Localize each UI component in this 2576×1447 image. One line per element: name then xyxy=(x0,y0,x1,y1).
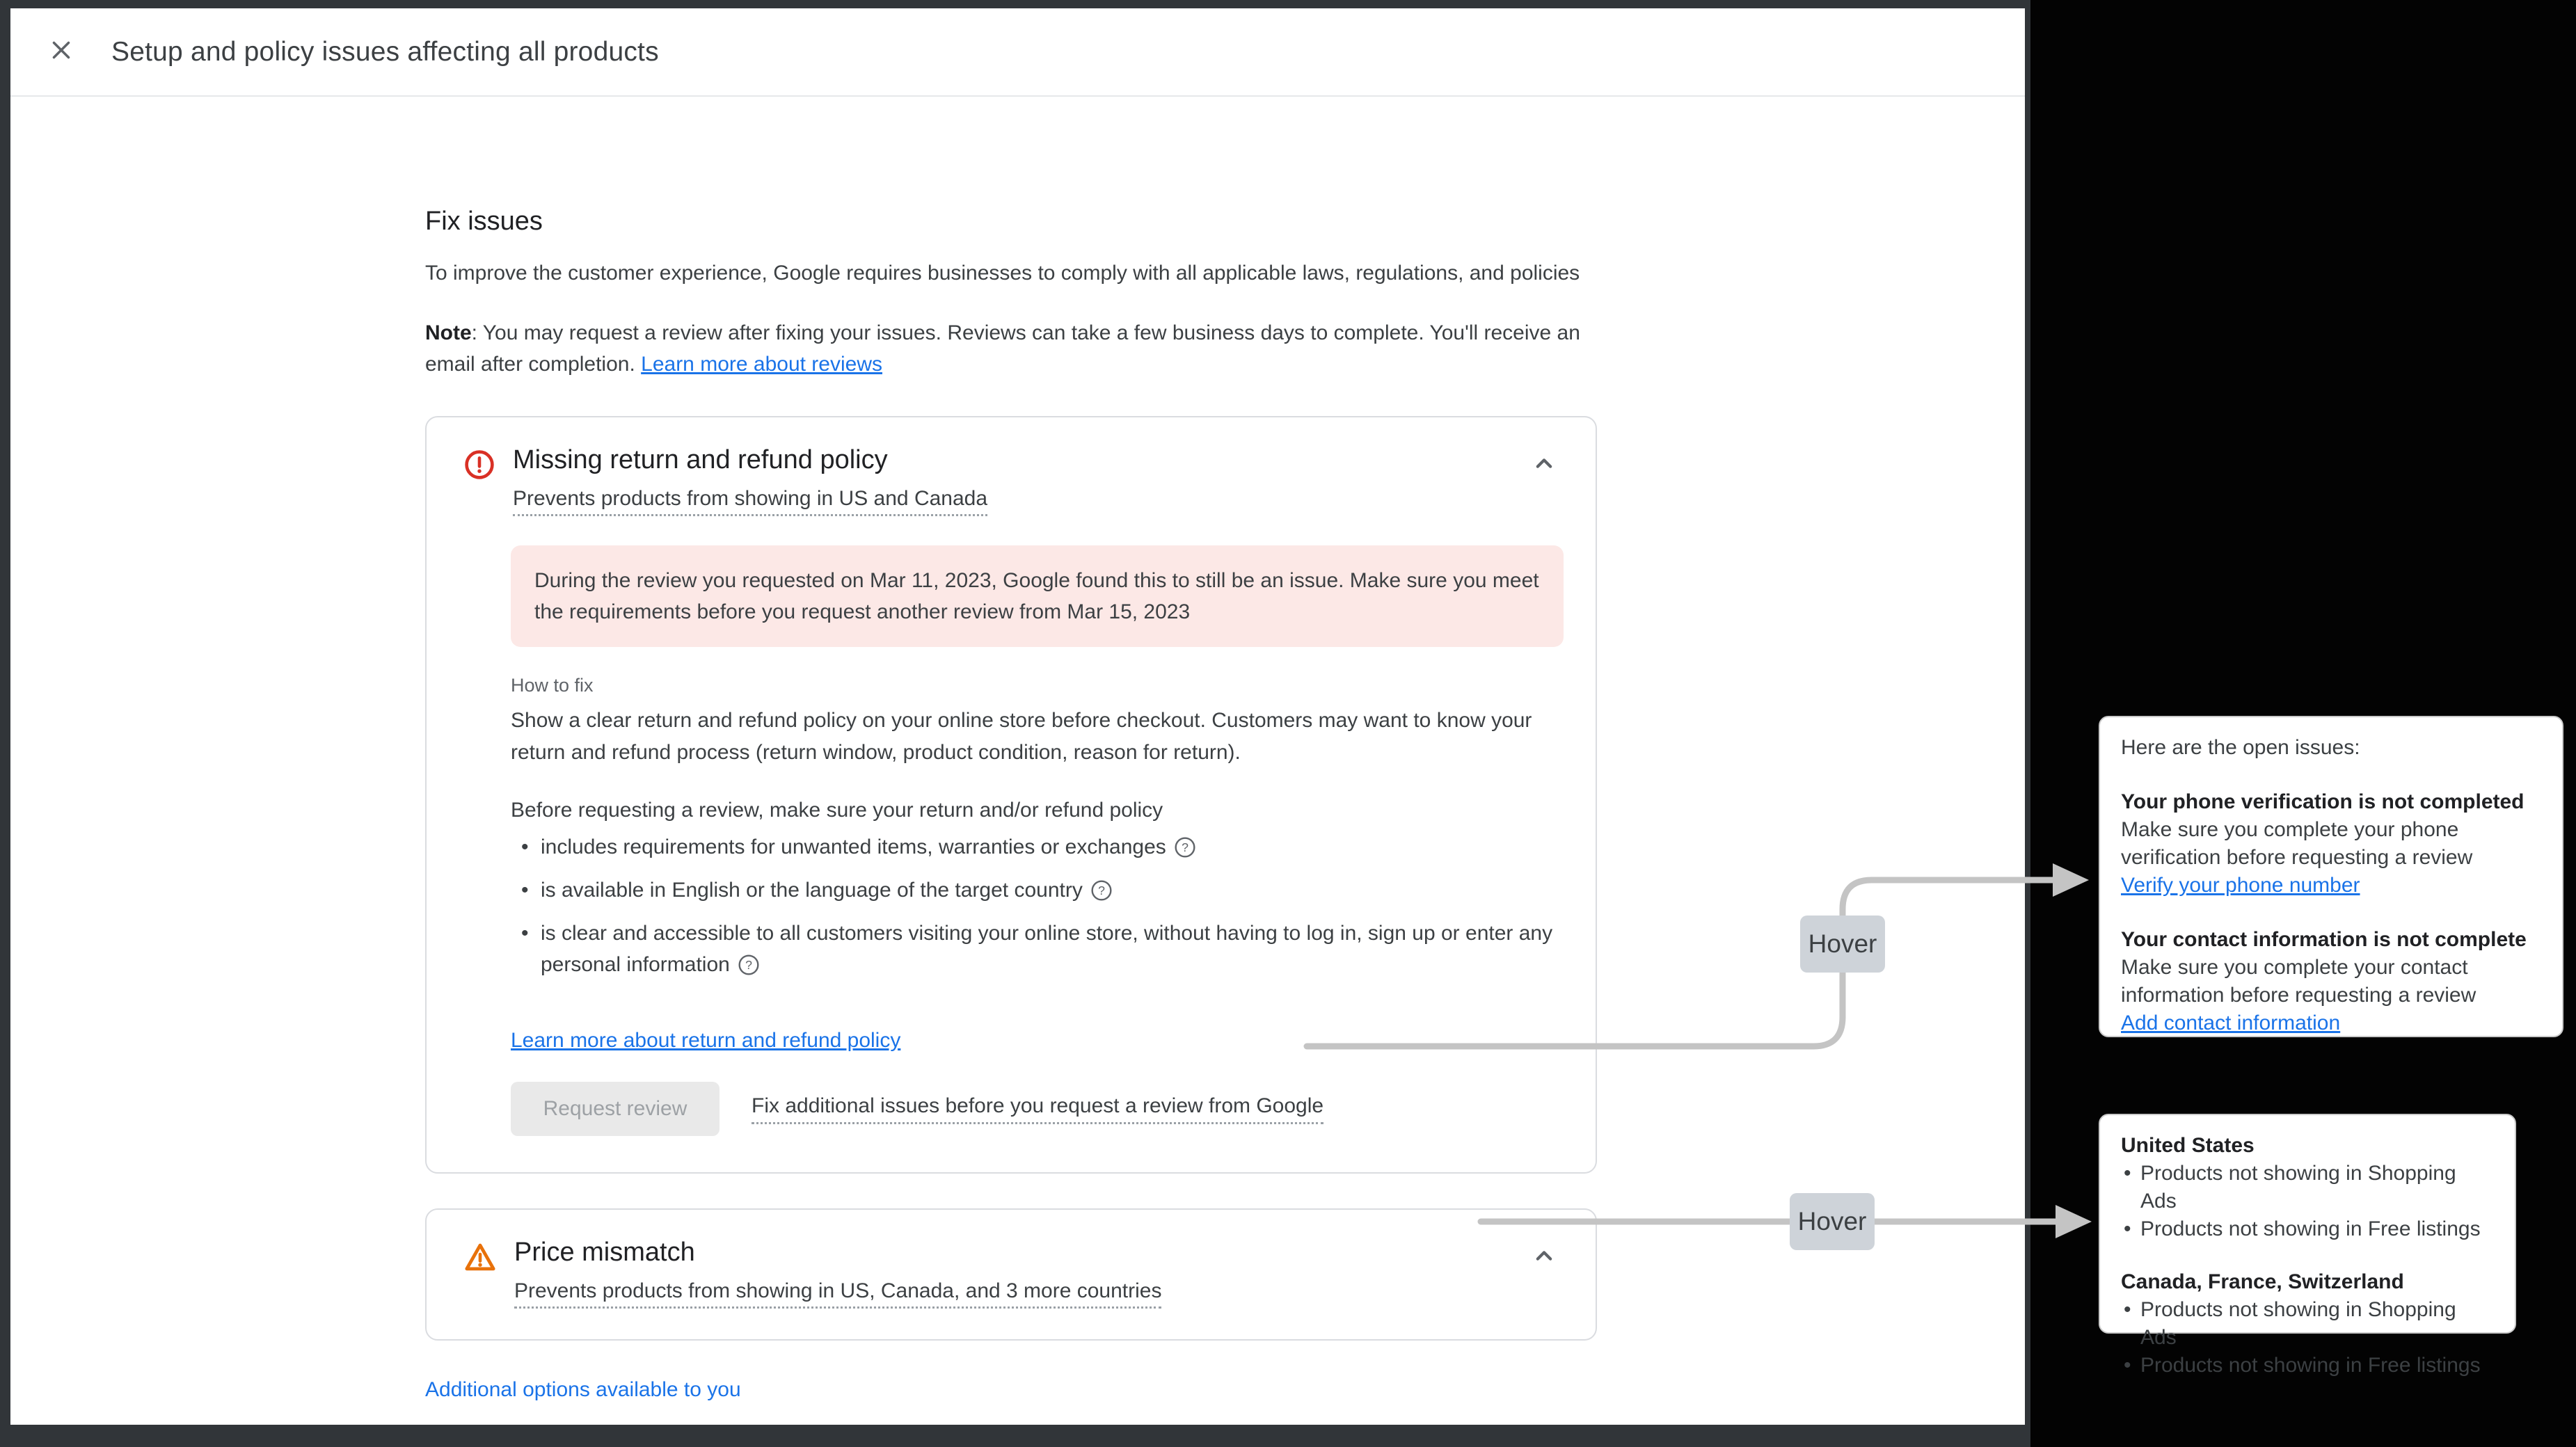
how-to-fix-body: Show a clear return and refund policy on your online store before checkout. Customers may want to know your return and refund process (return window, product condition, reason for return). xyxy=(511,708,1532,765)
note-paragraph xyxy=(425,317,1615,380)
error-circle-icon xyxy=(463,448,496,485)
arrowhead-icon xyxy=(2053,863,2089,897)
additional-options-link[interactable]: Additional options available to you xyxy=(425,1377,741,1401)
hover-annotation-badge: Hover xyxy=(1800,916,1885,973)
request-review-button[interactable]: Request review xyxy=(511,1082,719,1136)
tooltip-issue-body: Make sure you complete your contact information before requesting a review xyxy=(2121,956,2476,1007)
list-item-text: is available in English or the language of the target country xyxy=(541,879,1083,902)
tooltip-bullet: • Products not showing in Free listings xyxy=(2121,1352,2494,1380)
tooltip-issue-contact xyxy=(2121,926,2541,1037)
tooltip-issue-phone xyxy=(2121,788,2541,900)
countries-tooltip xyxy=(2099,1114,2516,1377)
tooltip-country-group xyxy=(2121,1132,2494,1243)
tooltip-group-title: Canada, France, Switzerland xyxy=(2121,1270,2404,1293)
tooltip-bullet: • Products not showing in Shopping Ads xyxy=(2121,1160,2494,1215)
note-text: : You may request a review after fixing your issues. Reviews can take a few business days to complete. You'll receive an email after completion. xyxy=(425,321,1580,376)
collapse-chevron-up-icon[interactable] xyxy=(1529,448,1559,482)
learn-more-reviews-link[interactable]: Learn more about reviews xyxy=(641,353,882,376)
help-icon[interactable] xyxy=(1090,879,1113,911)
dialog-title: Setup and policy issues affecting all products xyxy=(111,36,659,67)
tooltip-bullet: • Products not showing in Free listings xyxy=(2121,1215,2494,1243)
list-item-text: is clear and accessible to all customers visiting your online store, without having to log in, sign up or enter any personal information xyxy=(541,922,1553,976)
issue-header xyxy=(427,1210,1596,1309)
tooltip-group-title: United States xyxy=(2121,1134,2255,1157)
list-item xyxy=(520,832,1605,868)
tooltip-issue-title: Your phone verification is not completed xyxy=(2121,790,2525,813)
dialog-header xyxy=(10,8,2025,97)
help-icon[interactable] xyxy=(1173,836,1197,868)
how-to-fix-label: How to fix xyxy=(511,674,594,696)
svg-text:?: ? xyxy=(745,958,752,973)
svg-text:?: ? xyxy=(1097,884,1105,898)
tooltip-country-group xyxy=(2121,1268,2494,1380)
review-alert-banner: During the review you requested on Mar 11, 2023, Google found this to still be an issue. Make sure you meet the requirements before you request another review from Mar 15, 2023 xyxy=(511,545,1564,647)
help-icon[interactable] xyxy=(737,953,761,986)
verify-phone-number-link[interactable]: Verify your phone number xyxy=(2121,874,2360,897)
issue-header xyxy=(427,417,1596,516)
close-icon xyxy=(47,35,76,68)
open-issues-tooltip xyxy=(2099,716,2563,1037)
request-review-row xyxy=(511,1082,1596,1136)
tooltip-bullet: • Products not showing in Shopping Ads xyxy=(2121,1296,2494,1352)
dialog-content xyxy=(10,207,2025,1402)
request-review-note-tooltip-trigger[interactable]: Fix additional issues before you request a review from Google xyxy=(752,1094,1323,1124)
issue-title: Price mismatch xyxy=(514,1238,695,1268)
requirements-list xyxy=(520,832,1605,986)
checklist-intro: Before requesting a review, make sure your return and/or refund policy xyxy=(511,798,1163,822)
tooltip-intro: Here are the open issues: xyxy=(2121,736,2360,759)
warning-triangle-icon xyxy=(463,1240,498,1279)
hover-annotation-badge: Hover xyxy=(1790,1193,1875,1250)
issue-title: Missing return and refund policy xyxy=(513,445,888,474)
setup-policy-dialog xyxy=(10,8,2025,1425)
tooltip-issue-body: Make sure you complete your phone verification before requesting a review xyxy=(2121,818,2473,869)
learn-more-return-policy-link[interactable]: Learn more about return and refund policy xyxy=(511,1029,901,1053)
svg-text:?: ? xyxy=(1181,840,1188,854)
list-item-text: includes requirements for unwanted items, warranties or exchanges xyxy=(541,835,1166,858)
close-button[interactable] xyxy=(46,37,77,67)
list-item xyxy=(520,918,1605,986)
section-heading: Fix issues xyxy=(425,207,543,236)
list-item xyxy=(520,875,1605,911)
issue-texts xyxy=(513,445,987,516)
issue-subtitle-tooltip-trigger[interactable]: Prevents products from showing in US and Canada xyxy=(513,487,987,516)
issue-card-price-mismatch xyxy=(425,1208,1597,1341)
tooltip-issue-title: Your contact information is not complete xyxy=(2121,928,2527,951)
note-label: Note xyxy=(425,321,472,344)
arrowhead-icon xyxy=(2056,1205,2092,1238)
issue-card-missing-return-policy xyxy=(425,416,1597,1174)
issue-texts xyxy=(514,1238,1161,1309)
issue-subtitle-tooltip-trigger[interactable]: Prevents products from showing in US, Canada, and 3 more countries xyxy=(514,1279,1161,1309)
intro-text: To improve the customer experience, Google requires businesses to comply with all applicable laws, regulations, and policies xyxy=(425,262,1580,285)
add-contact-information-link[interactable]: Add contact information xyxy=(2121,1012,2341,1034)
collapse-chevron-up-icon[interactable] xyxy=(1529,1240,1559,1274)
